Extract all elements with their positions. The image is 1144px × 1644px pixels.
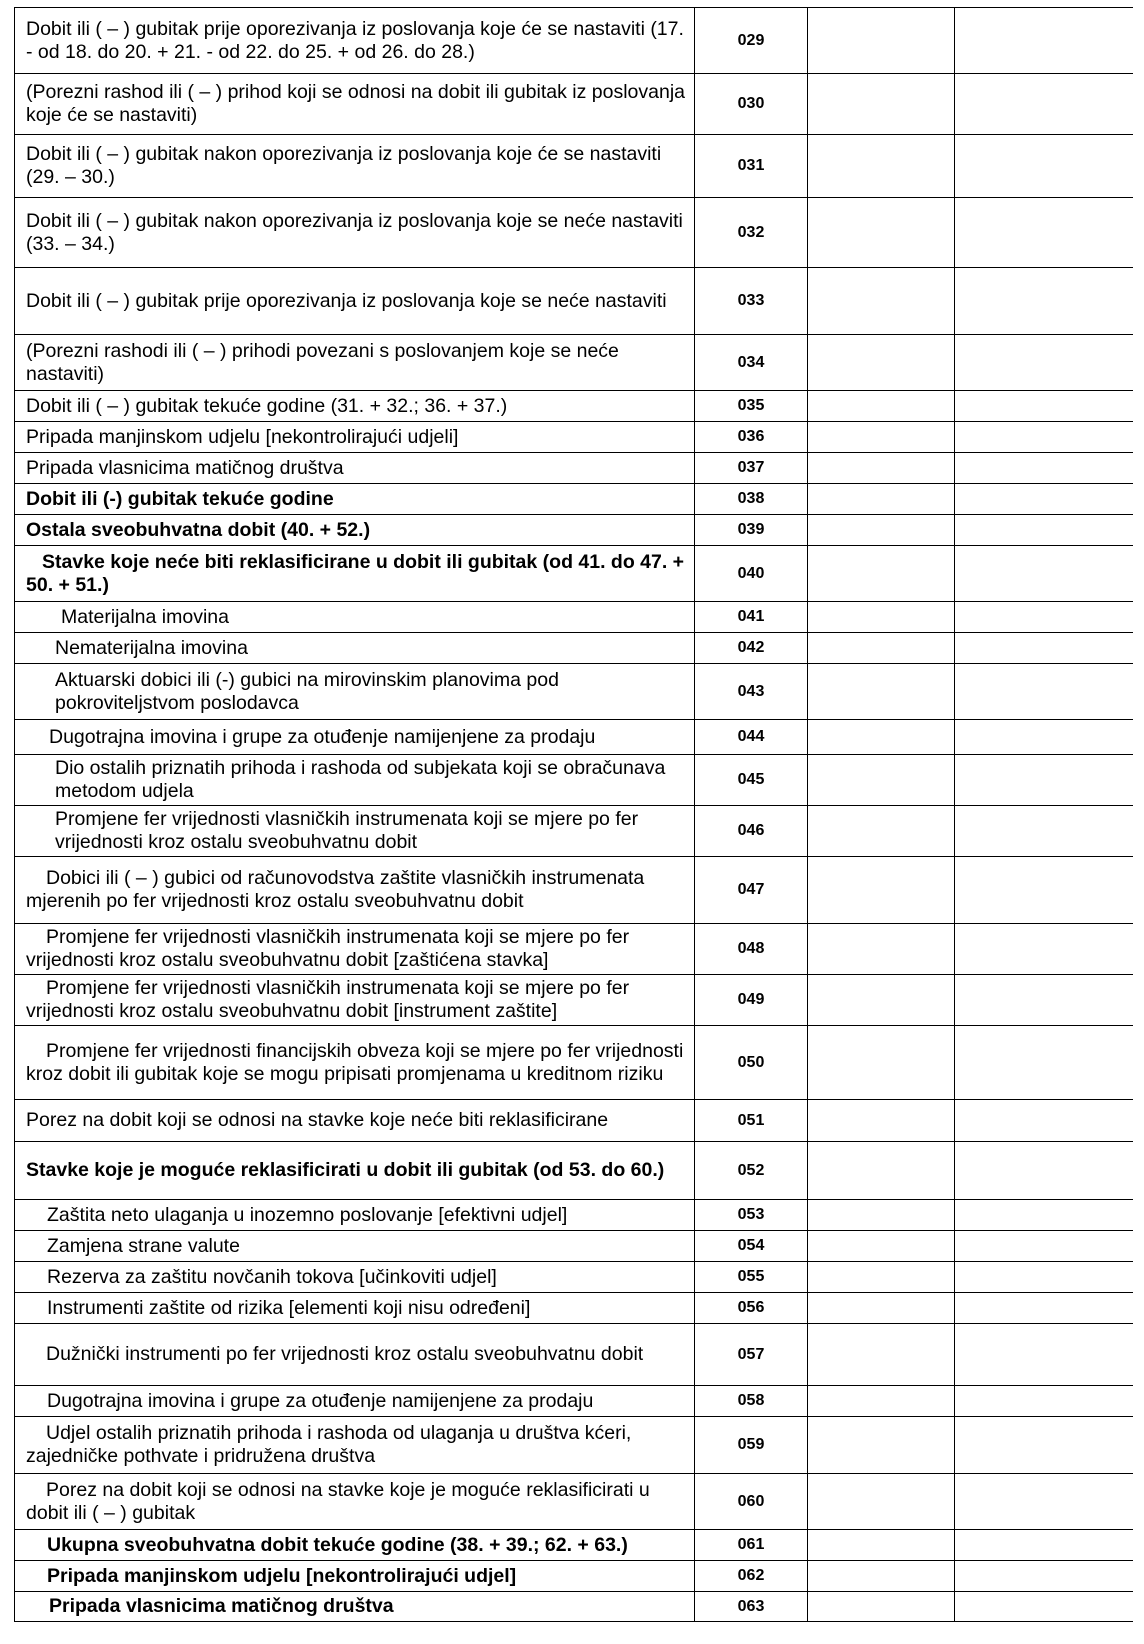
value-cell-current[interactable] bbox=[955, 453, 1133, 484]
value-cell-previous[interactable] bbox=[808, 1530, 955, 1561]
value-cell-current[interactable] bbox=[955, 8, 1133, 74]
row-code: 061 bbox=[695, 1530, 808, 1561]
row-code: 063 bbox=[695, 1592, 808, 1622]
row-code: 043 bbox=[695, 664, 808, 720]
value-cell-previous[interactable] bbox=[808, 1474, 955, 1530]
value-cell-previous[interactable] bbox=[808, 1417, 955, 1474]
value-cell-current[interactable] bbox=[955, 335, 1133, 391]
table-row bbox=[15, 1386, 1133, 1417]
table-row bbox=[15, 1293, 1133, 1324]
table-row bbox=[15, 1417, 1133, 1474]
table-row bbox=[15, 1530, 1133, 1561]
row-label: (Porezni rashodi ili ( – ) prihodi povezani s poslovanjem koje se neće nastaviti) bbox=[15, 335, 695, 391]
value-cell-current[interactable] bbox=[955, 755, 1133, 806]
row-label: Dužnički instrumenti po fer vrijednosti kroz ostalu sveobuhvatnu dobit bbox=[15, 1324, 695, 1386]
value-cell-previous[interactable] bbox=[808, 806, 955, 857]
table-row bbox=[15, 1100, 1133, 1142]
table-row bbox=[15, 857, 1133, 924]
value-cell-previous[interactable] bbox=[808, 268, 955, 335]
value-cell-current[interactable] bbox=[955, 74, 1133, 135]
row-label: Pripada vlasnicima matičnog društva bbox=[15, 453, 695, 484]
row-label: Dobici ili ( – ) gubici od računovodstva zaštite vlasničkih instrumenata mjerenih po fer vrijednosti kroz ostalu sveobuhvatnu dobit bbox=[15, 857, 695, 924]
row-code: 035 bbox=[695, 391, 808, 422]
row-code: 060 bbox=[695, 1474, 808, 1530]
value-cell-previous[interactable] bbox=[808, 335, 955, 391]
row-label: Instrumenti zaštite od rizika [elementi koji nisu određeni] bbox=[15, 1293, 695, 1324]
row-code: 045 bbox=[695, 755, 808, 806]
value-cell-current[interactable] bbox=[955, 484, 1133, 515]
value-cell-previous[interactable] bbox=[808, 1142, 955, 1200]
row-label: Rezerva za zaštitu novčanih tokova [učinkoviti udjel] bbox=[15, 1262, 695, 1293]
value-cell-previous[interactable] bbox=[808, 755, 955, 806]
value-cell-current[interactable] bbox=[955, 806, 1133, 857]
row-label: Dio ostalih priznatih prihoda i rashoda od subjekata koji se obračunava metodom udjela bbox=[15, 755, 695, 806]
row-label: Promjene fer vrijednosti financijskih obveza koji se mjere po fer vrijednosti kroz dobit ili gubitak koje se mogu pripisati promjenama u kreditnom riziku bbox=[15, 1026, 695, 1100]
value-cell-previous[interactable] bbox=[808, 1026, 955, 1100]
value-cell-current[interactable] bbox=[955, 1530, 1133, 1561]
row-code: 033 bbox=[695, 268, 808, 335]
row-code: 051 bbox=[695, 1100, 808, 1142]
row-label: Promjene fer vrijednosti vlasničkih instrumenata koji se mjere po fer vrijednosti kroz ostalu sveobuhvatnu dobit [instrument zaštite] bbox=[15, 975, 695, 1026]
row-label: Promjene fer vrijednosti vlasničkih instrumenata koji se mjere po fer vrijednosti kroz ostalu sveobuhvatnu dobit bbox=[15, 806, 695, 857]
row-code: 034 bbox=[695, 335, 808, 391]
row-label: Pripada manjinskom udjelu [nekontrolirajući udjeli] bbox=[15, 422, 695, 453]
value-cell-previous[interactable] bbox=[808, 975, 955, 1026]
row-code: 030 bbox=[695, 74, 808, 135]
row-code: 055 bbox=[695, 1262, 808, 1293]
value-cell-current[interactable] bbox=[955, 546, 1133, 602]
row-label: Materijalna imovina bbox=[15, 602, 695, 633]
table-row bbox=[15, 74, 1133, 135]
value-cell-current[interactable] bbox=[955, 1592, 1133, 1622]
row-label: Porez na dobit koji se odnosi na stavke koje neće biti reklasificirane bbox=[15, 1100, 695, 1142]
row-label: Zaštita neto ulaganja u inozemno poslovanje [efektivni udjel] bbox=[15, 1200, 695, 1231]
row-label: Dobit ili ( – ) gubitak nakon oporezivanja iz poslovanja koje se neće nastaviti (33. – 34.) bbox=[15, 198, 695, 268]
row-label: Promjene fer vrijednosti vlasničkih instrumenata koji se mjere po fer vrijednosti kroz ostalu sveobuhvatnu dobit [zaštićena stavka] bbox=[15, 924, 695, 975]
table-row bbox=[15, 1561, 1133, 1592]
value-cell-current[interactable] bbox=[955, 391, 1133, 422]
value-cell-previous[interactable] bbox=[808, 664, 955, 720]
value-cell-previous[interactable] bbox=[808, 1386, 955, 1417]
row-label: Dugotrajna imovina i grupe za otuđenje namijenjene za prodaju bbox=[15, 720, 695, 755]
value-cell-current[interactable] bbox=[955, 1262, 1133, 1293]
value-cell-previous[interactable] bbox=[808, 198, 955, 268]
value-cell-previous[interactable] bbox=[808, 1561, 955, 1592]
value-cell-current[interactable] bbox=[955, 1293, 1133, 1324]
table-row bbox=[15, 755, 1133, 806]
value-cell-previous[interactable] bbox=[808, 391, 955, 422]
table-row bbox=[15, 633, 1133, 664]
table-row bbox=[15, 924, 1133, 975]
row-code: 056 bbox=[695, 1293, 808, 1324]
table-row bbox=[15, 1231, 1133, 1262]
value-cell-current[interactable] bbox=[955, 1200, 1133, 1231]
value-cell-current[interactable] bbox=[955, 1100, 1133, 1142]
table-row bbox=[15, 1262, 1133, 1293]
table-row bbox=[15, 135, 1133, 198]
row-label: Zamjena strane valute bbox=[15, 1231, 695, 1262]
value-cell-current[interactable] bbox=[955, 1324, 1133, 1386]
row-label: Ukupna sveobuhvatna dobit tekuće godine (38. + 39.; 62. + 63.) bbox=[15, 1530, 695, 1561]
row-label: Dobit ili (-) gubitak tekuće godine bbox=[15, 484, 695, 515]
row-label: Pripada vlasnicima matičnog društva bbox=[15, 1592, 695, 1622]
table-row bbox=[15, 1474, 1133, 1530]
row-label: Stavke koje neće biti reklasificirane u dobit ili gubitak (od 41. do 47. + 50. + 51.) bbox=[15, 546, 695, 602]
row-code: 048 bbox=[695, 924, 808, 975]
table-row bbox=[15, 268, 1133, 335]
value-cell-previous[interactable] bbox=[808, 515, 955, 546]
table-row bbox=[15, 1026, 1133, 1100]
row-label: Pripada manjinskom udjelu [nekontrolirajući udjel] bbox=[15, 1561, 695, 1592]
row-code: 058 bbox=[695, 1386, 808, 1417]
row-code: 059 bbox=[695, 1417, 808, 1474]
row-label: Dobit ili ( – ) gubitak prije oporezivanja iz poslovanja koje će se nastaviti (17. - od 18. do 20. + 21. - od 22. do 25. + od 26. do 28.) bbox=[15, 8, 695, 74]
row-code: 052 bbox=[695, 1142, 808, 1200]
table-row bbox=[15, 1200, 1133, 1231]
row-label: Udjel ostalih priznatih prihoda i rashoda od ulaganja u društva kćeri, zajedničke pothvate i pridružena društva bbox=[15, 1417, 695, 1474]
row-code: 054 bbox=[695, 1231, 808, 1262]
table-row bbox=[15, 806, 1133, 857]
row-code: 039 bbox=[695, 515, 808, 546]
value-cell-previous[interactable] bbox=[808, 453, 955, 484]
row-code: 029 bbox=[695, 8, 808, 74]
row-code: 044 bbox=[695, 720, 808, 755]
value-cell-current[interactable] bbox=[955, 1026, 1133, 1100]
value-cell-previous[interactable] bbox=[808, 422, 955, 453]
value-cell-current[interactable] bbox=[955, 1386, 1133, 1417]
value-cell-previous[interactable] bbox=[808, 74, 955, 135]
row-label: Dobit ili ( – ) gubitak tekuće godine (31. + 32.; 36. + 37.) bbox=[15, 391, 695, 422]
table-row bbox=[15, 975, 1133, 1026]
table-row bbox=[15, 1324, 1133, 1386]
value-cell-previous[interactable] bbox=[808, 1231, 955, 1262]
value-cell-current[interactable] bbox=[955, 1231, 1133, 1262]
value-cell-current[interactable] bbox=[955, 198, 1133, 268]
value-cell-current[interactable] bbox=[955, 602, 1133, 633]
table-row bbox=[15, 198, 1133, 268]
table-row bbox=[15, 720, 1133, 755]
value-cell-previous[interactable] bbox=[808, 8, 955, 74]
row-label: Dobit ili ( – ) gubitak nakon oporezivanja iz poslovanja koje će se nastaviti (29. – 30.) bbox=[15, 135, 695, 198]
table-row bbox=[15, 422, 1133, 453]
value-cell-current[interactable] bbox=[955, 515, 1133, 546]
value-cell-current[interactable] bbox=[955, 975, 1133, 1026]
value-cell-previous[interactable] bbox=[808, 1200, 955, 1231]
financial-statement-sheet bbox=[14, 7, 1132, 1622]
row-code: 046 bbox=[695, 806, 808, 857]
row-code: 040 bbox=[695, 546, 808, 602]
row-code: 037 bbox=[695, 453, 808, 484]
row-code: 036 bbox=[695, 422, 808, 453]
value-cell-current[interactable] bbox=[955, 633, 1133, 664]
row-code: 032 bbox=[695, 198, 808, 268]
table-row bbox=[15, 664, 1133, 720]
row-code: 057 bbox=[695, 1324, 808, 1386]
value-cell-current[interactable] bbox=[955, 720, 1133, 755]
row-code: 050 bbox=[695, 1026, 808, 1100]
value-cell-current[interactable] bbox=[955, 135, 1133, 198]
row-label: Dugotrajna imovina i grupe za otuđenje namijenjene za prodaju bbox=[15, 1386, 695, 1417]
value-cell-previous[interactable] bbox=[808, 484, 955, 515]
row-label: Dobit ili ( – ) gubitak prije oporezivanja iz poslovanja koje se neće nastaviti bbox=[15, 268, 695, 335]
value-cell-previous[interactable] bbox=[808, 720, 955, 755]
value-cell-previous[interactable] bbox=[808, 1324, 955, 1386]
row-code: 041 bbox=[695, 602, 808, 633]
row-label: Stavke koje je moguće reklasificirati u dobit ili gubitak (od 53. do 60.) bbox=[15, 1142, 695, 1200]
value-cell-previous[interactable] bbox=[808, 924, 955, 975]
value-cell-previous[interactable] bbox=[808, 633, 955, 664]
row-label: Nematerijalna imovina bbox=[15, 633, 695, 664]
table-row bbox=[15, 484, 1133, 515]
row-label: Aktuarski dobici ili (-) gubici na mirovinskim planovima pod pokroviteljstvom poslodavca bbox=[15, 664, 695, 720]
statement-table bbox=[14, 7, 1133, 1622]
table-row bbox=[15, 453, 1133, 484]
row-code: 053 bbox=[695, 1200, 808, 1231]
value-cell-previous[interactable] bbox=[808, 1262, 955, 1293]
value-cell-current[interactable] bbox=[955, 1417, 1133, 1474]
row-label: Ostala sveobuhvatna dobit (40. + 52.) bbox=[15, 515, 695, 546]
row-code: 038 bbox=[695, 484, 808, 515]
table-row bbox=[15, 1592, 1133, 1622]
value-cell-current[interactable] bbox=[955, 268, 1133, 335]
row-code: 042 bbox=[695, 633, 808, 664]
value-cell-current[interactable] bbox=[955, 924, 1133, 975]
row-code: 062 bbox=[695, 1561, 808, 1592]
value-cell-previous[interactable] bbox=[808, 857, 955, 924]
row-label: Porez na dobit koji se odnosi na stavke koje je moguće reklasificirati u dobit ili ( – ) gubitak bbox=[15, 1474, 695, 1530]
table-row bbox=[15, 8, 1133, 74]
table-row bbox=[15, 546, 1133, 602]
row-code: 049 bbox=[695, 975, 808, 1026]
value-cell-previous[interactable] bbox=[808, 546, 955, 602]
value-cell-current[interactable] bbox=[955, 857, 1133, 924]
table-row bbox=[15, 1142, 1133, 1200]
table-row bbox=[15, 335, 1133, 391]
table-row bbox=[15, 391, 1133, 422]
row-label: (Porezni rashod ili ( – ) prihod koji se odnosi na dobit ili gubitak iz poslovanja koje će se nastaviti) bbox=[15, 74, 695, 135]
value-cell-previous[interactable] bbox=[808, 135, 955, 198]
table-row bbox=[15, 515, 1133, 546]
row-code: 047 bbox=[695, 857, 808, 924]
value-cell-previous[interactable] bbox=[808, 1592, 955, 1622]
value-cell-current[interactable] bbox=[955, 1561, 1133, 1592]
value-cell-current[interactable] bbox=[955, 422, 1133, 453]
value-cell-previous[interactable] bbox=[808, 602, 955, 633]
value-cell-current[interactable] bbox=[955, 664, 1133, 720]
value-cell-previous[interactable] bbox=[808, 1293, 955, 1324]
table-row bbox=[15, 602, 1133, 633]
row-code: 031 bbox=[695, 135, 808, 198]
value-cell-previous[interactable] bbox=[808, 1100, 955, 1142]
value-cell-current[interactable] bbox=[955, 1474, 1133, 1530]
value-cell-current[interactable] bbox=[955, 1142, 1133, 1200]
